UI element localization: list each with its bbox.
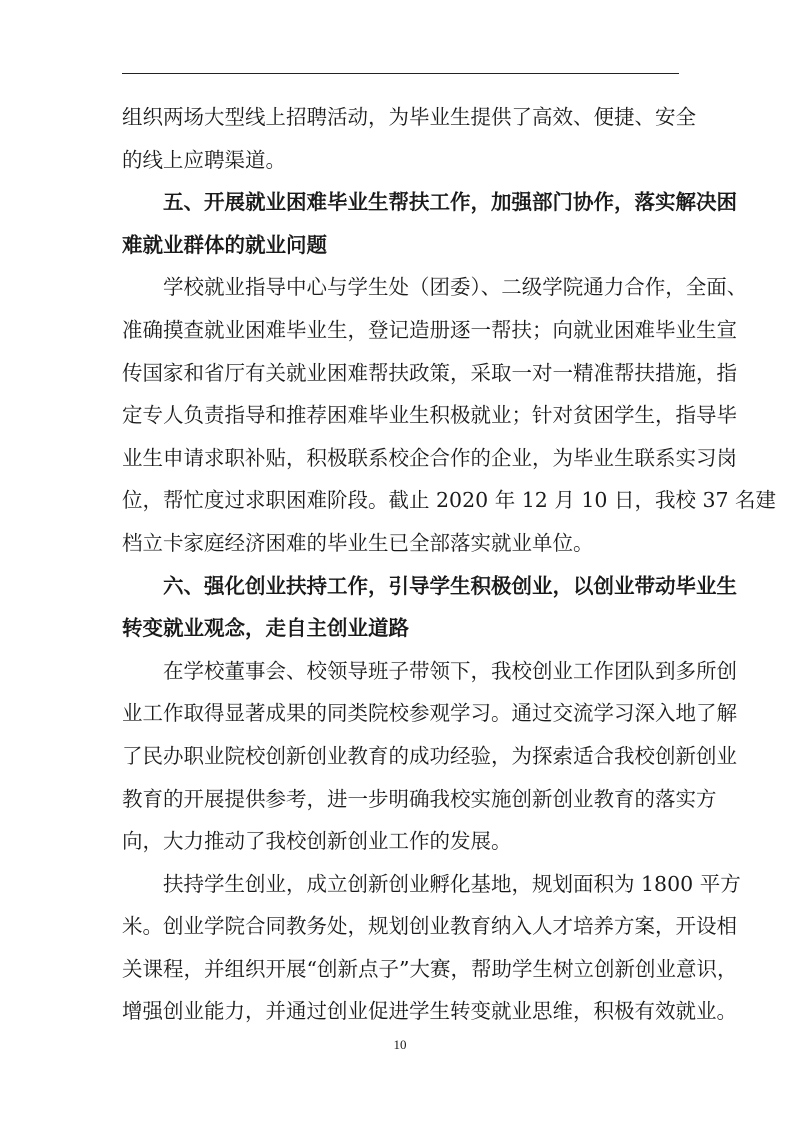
paragraph (122, 863, 741, 1033)
heading-line: 转变就业观念，走自主创业道路 (122, 616, 409, 641)
header-rule (122, 73, 679, 74)
text-line: 了民办职业院校创新创业教育的成功经验，为探索适合我校创新创业 (122, 743, 737, 768)
page-content (122, 96, 777, 1033)
text-line: 向，大力推动了我校创新创业工作的发展。 (122, 829, 512, 854)
section-heading-5 (122, 181, 737, 266)
heading-line: 五、开展就业困难毕业生帮扶工作，加强部门协作，落实解决困 (163, 190, 737, 215)
text-line: 米。创业学院合同教务处，规划创业教育纳入人才培养方案，开设相 (122, 914, 737, 939)
text-line: 位，帮忙度过求职困难阶段。截止 2020 年 12 月 10 日，我校 37 名建 (122, 488, 777, 513)
text-line: 扶持学生创业，成立创新创业孵化基地，规划面积为 1800 平方 (163, 871, 741, 896)
text-line: 的线上应聘渠道。 (122, 147, 286, 172)
text-line: 业工作取得显著成果的同类院校参观学习。通过交流学习深入地了解 (122, 701, 737, 726)
section-heading-6 (122, 565, 737, 650)
paragraph (122, 650, 737, 863)
paragraph (122, 96, 696, 181)
page-number: 10 (393, 1037, 407, 1052)
paragraph (122, 266, 777, 564)
text-line: 增强创业能力，并通过创业促进学生转变就业思维，积极有效就业。 (122, 999, 737, 1024)
text-line: 准确摸查就业困难毕业生，登记造册逐一帮扶；向就业困难毕业生宣 (122, 317, 737, 342)
text-line: 教育的开展提供参考，进一步明确我校实施创新创业教育的落实方 (122, 786, 717, 811)
text-line: 组织两场大型线上招聘活动，为毕业生提供了高效、便捷、安全 (122, 105, 696, 129)
text-line: 档立卡家庭经济困难的毕业生已全部落实就业单位。 (122, 530, 594, 555)
text-line: 在学校董事会、校领导班子带领下，我校创业工作团队到多所创 (163, 658, 737, 683)
text-line: 定专人负责指导和推荐困难毕业生积极就业；针对贫困学生，指导毕 (122, 403, 737, 428)
text-line: 关课程，并组织开展“创新点子”大赛，帮助学生树立创新创业意识， (122, 956, 738, 981)
text-line: 学校就业指导中心与学生处（团委）、二级学院通力合作，全面、 (163, 275, 748, 300)
heading-line: 难就业群体的就业问题 (122, 232, 327, 257)
text-line: 业生申请求职补贴，积极联系校企合作的企业，为毕业生联系实习岗 (122, 445, 737, 470)
heading-line: 六、强化创业扶持工作，引导学生积极创业，以创业带动毕业生 (163, 573, 737, 598)
text-line: 传国家和省厅有关就业困难帮扶政策，采取一对一精准帮扶措施，指 (122, 360, 737, 385)
